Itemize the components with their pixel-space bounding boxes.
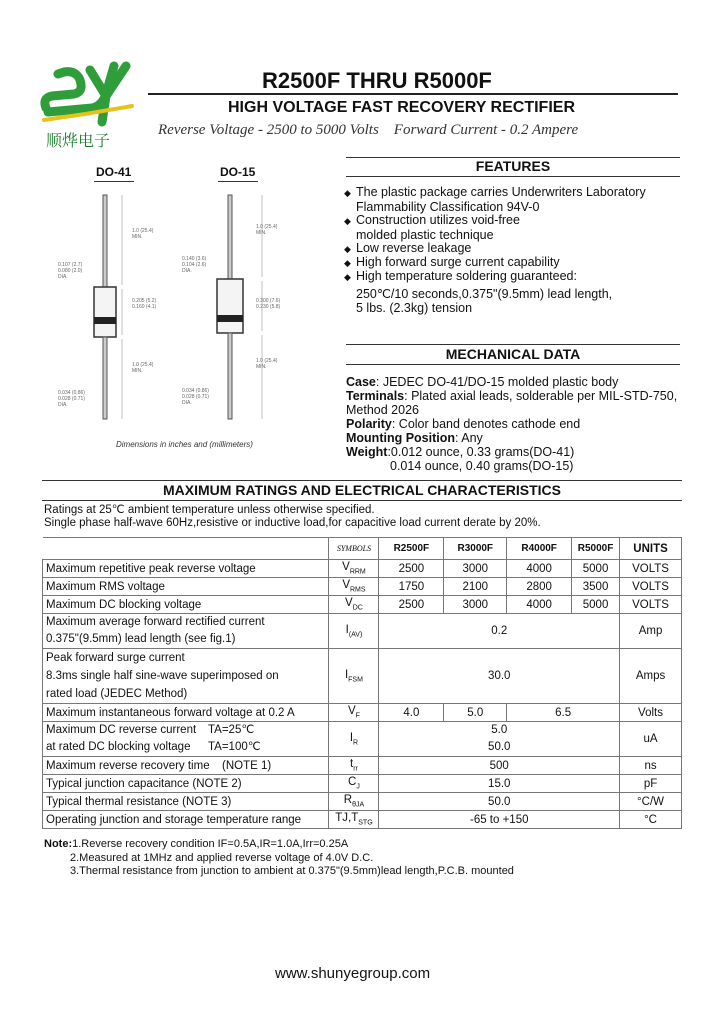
feature-item-1: ◆ The plastic package carries Underwriters Laboratory Flammability Classification 94V-0 [344, 185, 646, 214]
feature-item-3: ◆ Low reverse leakage [344, 241, 472, 255]
col-symbols: SYMBOLS [329, 538, 379, 560]
ratings-intro: Ratings at 25℃ ambient temperature unless otherwise specified. Single phase half-wave 60Hz,resistive or inductive load,for capacitive load current derate by 20%. [44, 504, 541, 529]
table-row: Maximum average forward rectified current 0.375"(9.5mm) lead length (see fig.1) $I_{(AV)}$ 0.2 Amp [43, 614, 682, 649]
table-row: Typical junction capacitance (NOTE 2) $C_J$ 15.0 pF [43, 775, 682, 793]
mech-rule-top [346, 344, 680, 345]
page-title: R2500F THRU R5000F [262, 68, 492, 93]
logo-chinese-text: 顺烨电子 [46, 131, 111, 150]
features-rule-bottom [346, 176, 680, 177]
table-row: Maximum DC blocking voltage $V_{DC}$ 2500 3000 4000 5000 VOLTS [43, 596, 682, 614]
do41-dim-lead1: 1.0 (25.4) MIN. [132, 228, 154, 240]
do41-dim-body-len: 0.205 (5.2) 0.160 (4.1) [132, 298, 157, 310]
feature-item-5-detail: 250℃/10 seconds,0.375"(9.5mm) lead length, 5 lbs. (2.3kg) tension [356, 287, 613, 315]
do41-dim-lead2: 1.0 (25.4) MIN. [132, 362, 154, 374]
title-divider [148, 93, 678, 95]
bullet-icon: ◆ [344, 258, 351, 268]
ratings-table [42, 537, 682, 829]
current-rating: Forward Current - 0.2 Ampere [393, 122, 579, 138]
col-r4000f: R4000F [507, 538, 572, 560]
table-row: Maximum instantaneous forward voltage at 0.2 A $V_F$ 4.0 5.0 6.5 Volts [43, 704, 682, 722]
do41-label: DO-41 [96, 165, 132, 179]
do15-dim-body-len: 0.300 (7.6) 0.230 (5.8) [256, 298, 281, 310]
feature-item-4: ◆ High forward surge current capability [344, 255, 560, 269]
bullet-icon: ◆ [344, 188, 351, 198]
table-row: Maximum reverse recovery time (NOTE 1) $t_{rr}$ 500 ns [43, 757, 682, 775]
mech-rule-bottom [346, 364, 680, 365]
do41-drawing [94, 195, 122, 419]
ratings-heading: MAXIMUM RATINGS AND ELECTRICAL CHARACTERISTICS [163, 482, 561, 498]
ratings-rule-bottom [42, 500, 682, 501]
bullet-icon: ◆ [344, 244, 351, 254]
company-logo [40, 50, 138, 154]
col-r2500f: R2500F [379, 538, 444, 560]
package-drawings [50, 185, 290, 425]
voltage-current-line [158, 122, 578, 139]
do41-dim-body-dia: 0.107 (2.7) 0.080 (2.0) DIA. [58, 262, 83, 280]
table-row: Typical thermal resistance (NOTE 3) $R_{\theta JA}$ 50.0 °C/W [43, 793, 682, 811]
col-r3000f: R3000F [444, 538, 507, 560]
bullet-icon: ◆ [344, 216, 351, 226]
ratings-rule-top [42, 480, 682, 481]
col-units: UNITS [620, 538, 682, 560]
table-row: Maximum repetitive peak reverse voltage $V_{RRM}$ 2500 3000 4000 5000 VOLTS [43, 560, 682, 578]
do15-label-underline [218, 181, 258, 182]
bullet-icon: ◆ [344, 272, 351, 282]
feature-item-2: ◆ Construction utilizes void-free molded plastic technique [344, 213, 520, 242]
col-r5000f: R5000F [572, 538, 620, 560]
footer-url[interactable]: www.shunyegroup.com [275, 965, 431, 982]
do15-label: DO-15 [220, 165, 256, 179]
do41-dim-lead-dia: 0.034 (0.86) 0.028 (0.71) DIA. [58, 390, 85, 408]
feature-item-5: ◆ High temperature soldering guaranteed: [344, 269, 577, 283]
dimensions-caption: Dimensions in inches and (millimeters) [116, 440, 253, 449]
table-row: Maximum DC reverse current TA=25℃ at rated DC blocking voltage TA=100℃ $I_R$ 5.0 50.0 uA [43, 722, 682, 757]
voltage-range: Reverse Voltage - 2500 to 5000 Volts [158, 122, 379, 138]
table-row: Operating junction and storage temperature range $TJ,T_{STG}$ -65 to +150 °C [43, 811, 682, 829]
table-header-row [43, 538, 682, 560]
do15-dim-body-dia: 0.140 (3.6) 0.104 (2.6) DIA. [182, 256, 207, 274]
notes: Note:1.Reverse recovery condition IF=0.5A,IR=1.0A,Irr=0.25A 2.Measured at 1MHz and applied reverse voltage of 4.0V D.C. 3.Thermal resistance from junction to ambient at 0.375"(9.5mm)lead length,P.C.B. mounted [44, 838, 514, 877]
do41-label-underline [94, 181, 134, 182]
table-row: Peak forward surge current 8.3ms single half sine-wave superimposed on rated load (JEDEC Method) $I_{FSM}$ 30.0 Amps [43, 649, 682, 704]
features-heading: FEATURES [475, 158, 551, 174]
do15-dim-lead-dia: 0.034 (0.86) 0.028 (0.71) DIA. [182, 388, 209, 406]
mechanical-heading: MECHANICAL DATA [445, 346, 581, 362]
page-subtitle: HIGH VOLTAGE FAST RECOVERY RECTIFIER [228, 99, 575, 116]
do15-dim-lead1: 1.0 (25.4) MIN. [256, 224, 278, 236]
do15-dim-lead2: 1.0 (25.4) MIN. [256, 358, 278, 370]
mechanical-data: Case: JEDEC DO-41/DO-15 molded plastic body Terminals: Plated axial leads, solderable per MIL-STD-750, Method 2026 Polarity: Color band denotes cathode end Mounting Position: Any Weight:0.012 ounce, 0.33 grams(DO-41) 0.014 ounce, 0.40 grams(DO-15) [346, 375, 678, 473]
table-row: Maximum RMS voltage $V_{RMS}$ 1750 2100 2800 3500 VOLTS [43, 578, 682, 596]
